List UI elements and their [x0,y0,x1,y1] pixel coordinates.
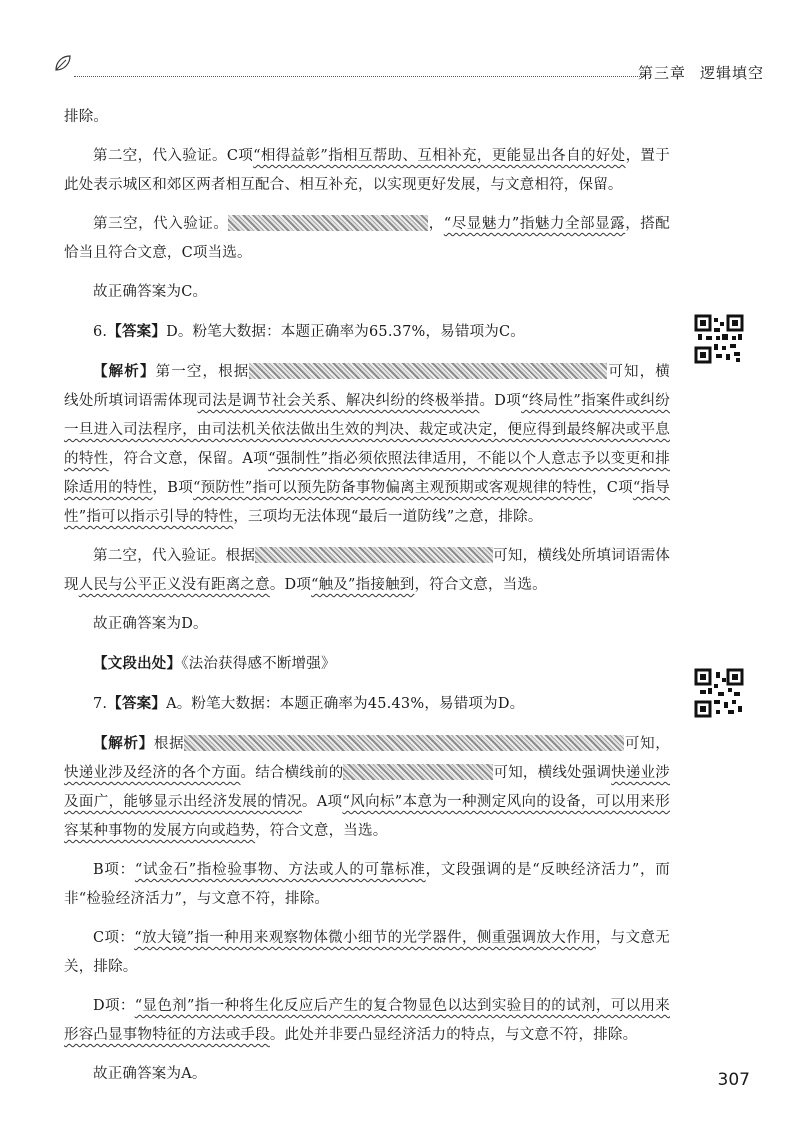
paragraph: 第三空，代入验证。 ，“尽显魅力”指魅力全部显露，搭配恰当且符合文意，C项当选。 [64,216,670,261]
answer-explanations [64,103,670,1099]
question-answer: 6.【答案】D。粉笔大数据：本题正确率为65.37%，易错项为C。 [93,323,525,340]
analysis-paragraph: 【解析】根据 可知，快递业涉及经济的各个方面。结合横线前的 可知，横线处强调快递业涉及面广，能够显示出经济发展的情况。A项“风向标”本意为一种测定风向的设备，可以用来形容某种事物的发展方向或趋势，符合文意，当选。 [64,735,671,839]
analysis-tag: 【解析】 [93,735,154,752]
source-tag: 【文段出处】 [93,655,182,672]
paragraph: 故正确答案为C。 [93,284,208,300]
answer-tag: 【答案】 [107,695,167,712]
redacted-text [228,215,428,231]
chapter-number: 第三章 [637,64,686,82]
page-number: 307 [717,1070,750,1090]
analysis-tag: 【解析】 [93,363,156,380]
paragraph: D项：“显色剂”指一种将生化反应后产生的复合物显色以达到实验目的的试剂，可以用来形容凸显事物特征的方法或手段。此处并非要凸显经济活力的特点，与文意不符，排除。 [64,998,670,1043]
running-header [52,50,764,90]
source-paragraph: 【文段出处】《法治获得感不断增强》 [93,655,336,672]
leaf-icon [52,52,74,74]
paragraph: 排除。 [64,109,109,125]
section-title: 逻辑填空 [699,64,764,82]
paragraph: 第二空，代入验证。根据 可知，横线处所填词语需体现人民与公平正义没有距离之意。D项“触及”指接触到，符合文意，当选。 [64,548,670,593]
analysis-paragraph: 【解析】第一空，根据 可知，横线处所填词语需体现司法是调节社会关系、解决纠纷的终极举措。D项“终局性”指案件或纠纷一旦进入司法程序，由司法机关依法做出生效的判决、裁定或决定，便应得到最终解决或平息的特性，符合文意，保留。A项“强制性”指必须依照法律适用，不能以个人意志予以变更和排除适用的特性，B项“预防性”指可以预先防备事物偏离主观预期或客观规律的特性，C项“指导性”指可以指示引导的特性，三项均无法体现“最后一道防线”之意，排除。 [64,363,671,525]
redacted-text [343,764,493,780]
redacted-text [249,363,607,379]
qr-code-icon [694,668,744,718]
chapter-title [624,62,764,83]
answer-tag: 【答案】 [107,323,167,340]
paragraph: C项：“放大镜”指一种用来观察物体微小细节的光学器件，侧重强调放大作用，与文意无关，排除。 [64,930,670,975]
qr-code-icon [694,314,744,364]
question-answer: 7.【答案】A。粉笔大数据：本题正确率为45.43%，易错项为D。 [93,695,525,712]
header-rule [74,76,644,77]
paragraph: 第二空，代入验证。C项“相得益彰”指相互帮助、互相补充，更能显出各自的好处，置于此处表示城区和郊区两者相互配合、相互补充，以实现更好发展，与文意相符，保留。 [64,148,670,193]
paragraph: B项：“试金石”指检验事物、方法或人的可靠标准，文段强调的是“反映经济活力”，而非“检验经济活力”，与文意不符，排除。 [64,862,670,907]
paragraph: 故正确答案为A。 [93,1066,207,1082]
redacted-text [255,547,493,563]
paragraph: 故正确答案为D。 [93,616,208,632]
redacted-text [184,735,624,751]
